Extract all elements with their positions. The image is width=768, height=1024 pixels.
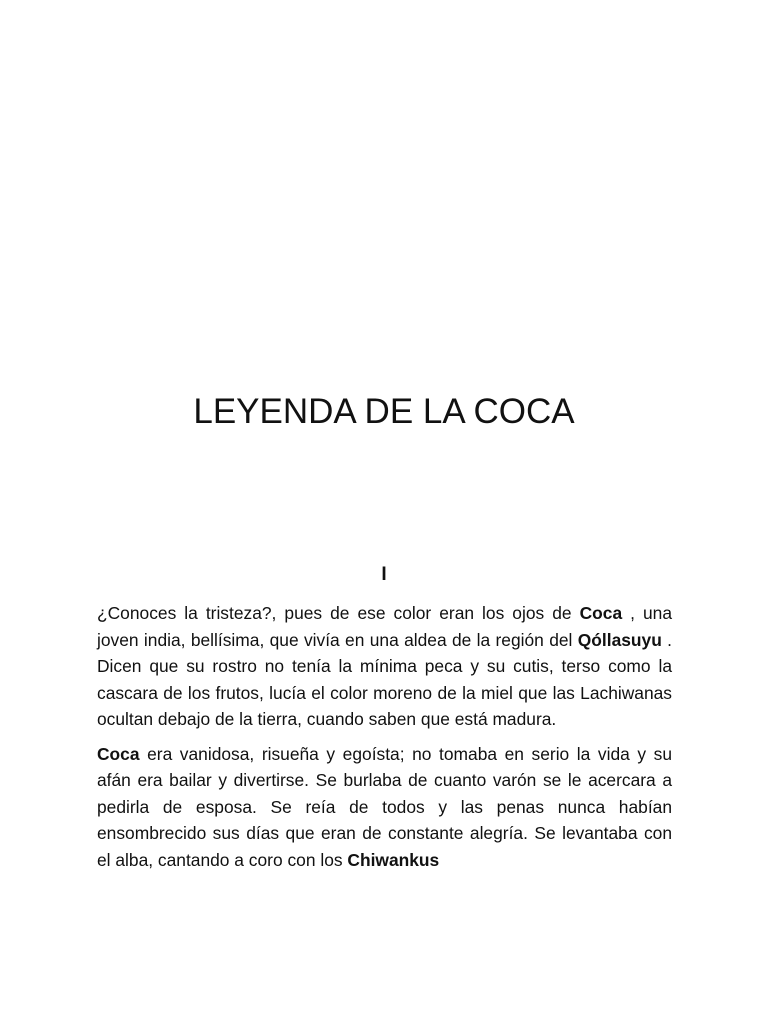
place-qollasuyu: Qóllasuyu: [577, 629, 662, 650]
chapter-number: I: [381, 564, 387, 585]
text-segment: , una joven india, bellísima, que vivía en una aldea de la región del: [97, 603, 673, 650]
name-coca: Coca: [579, 603, 623, 623]
body-text: [97, 600, 672, 881]
text-segment: era vanidosa, risueña y egoísta; no tomaba en serio la vida y su afán era bailar y divertirse. Se burlaba de cuanto varón se le acercara a pedirla de esposa. Se reía de todos y las penas nunca habían ensombrecido sus días que eran de constante alegría. Se levantaba con el alba, cantando a coro con los: [97, 743, 672, 870]
document-title: LEYENDA DE LA COCA: [193, 392, 575, 431]
name-chiwankus: Chiwankus: [347, 849, 440, 870]
text-segment: ¿Conoces la tristeza?, pues de ese color eran los ojos de: [97, 603, 580, 623]
paragraph-2: [97, 741, 672, 874]
name-coca: Coca: [97, 743, 140, 764]
paragraph-1: [97, 600, 672, 733]
text-segment: . Dicen que su rostro no tenía la mínima peca y su cutis, terso como la cascara de los frutos, lucía el color moreno de la miel que las Lachiwanas ocultan debajo de la tierra, cuando saben que está madura.: [97, 629, 672, 729]
